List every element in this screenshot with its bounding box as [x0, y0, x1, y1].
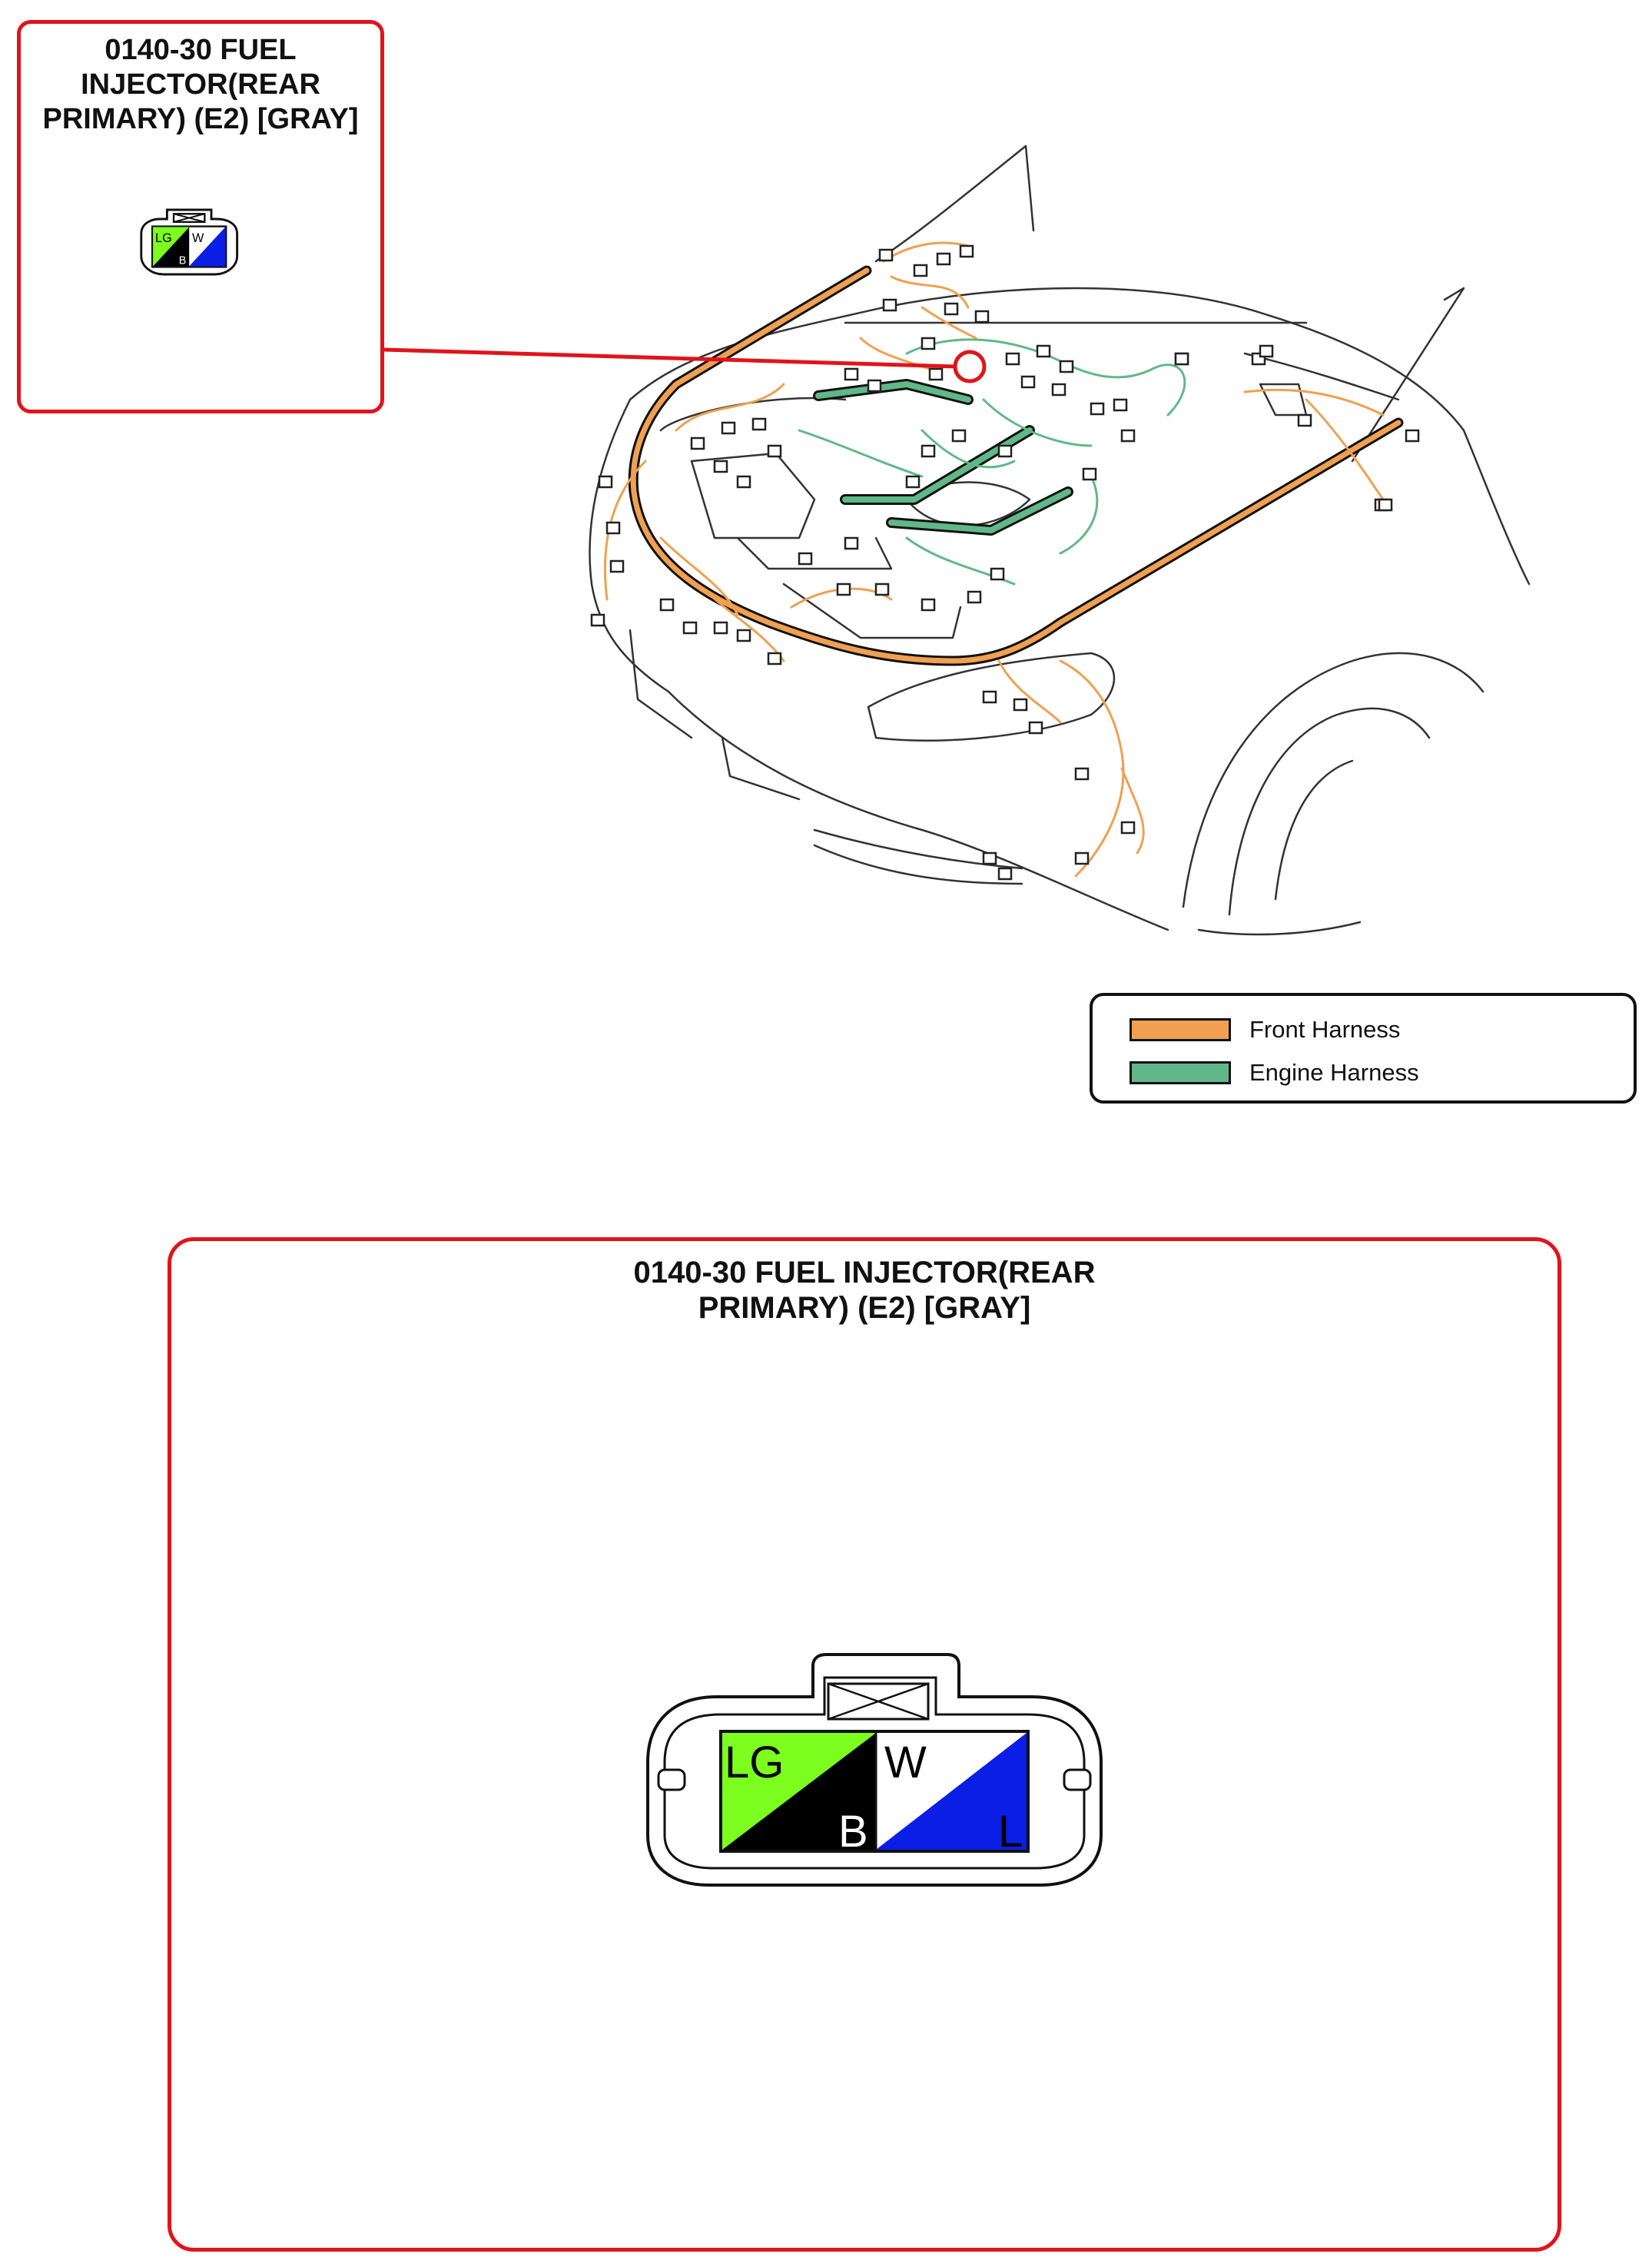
- pin-1-top-label: LG: [725, 1738, 785, 1787]
- front-harness: [605, 243, 1398, 876]
- pin-2-top-label: W: [884, 1738, 927, 1787]
- detail-title-text: 0140-30 FUEL INJECTOR(REAR PRIMARY) (E2) [GRAY]: [633, 1256, 1096, 1325]
- inset-title: 0140-30 FUEL INJECTOR(REAR PRIMARY) (E2) [GRAY]: [42, 34, 359, 135]
- connector-markers: [592, 246, 1418, 879]
- inset-pin-w-label: W: [192, 231, 204, 245]
- engine-harness-swatch: [1130, 1061, 1231, 1084]
- legend-item-front-harness: [1130, 1014, 1400, 1045]
- pin-1-bottom-label: B: [838, 1807, 868, 1857]
- detail-connector-diagram: [171, 1241, 1565, 2255]
- connector-highlight-circle: [955, 352, 984, 381]
- inset-pin-b-label: B: [178, 254, 187, 267]
- pin-2-bottom-label: L: [998, 1807, 1023, 1857]
- inset-connector-icon: [21, 24, 388, 417]
- legend: [1090, 993, 1637, 1104]
- callout-line: [384, 350, 956, 367]
- inset-pin-lg-label: LG: [155, 231, 172, 245]
- front-harness-swatch: [1130, 1018, 1231, 1041]
- legend-label-front-harness: Front Harness: [1249, 1016, 1401, 1043]
- detail-panel: [168, 1237, 1561, 2252]
- inset-panel: [17, 20, 384, 413]
- legend-label-engine-harness: Engine Harness: [1249, 1059, 1419, 1086]
- legend-item-engine-harness: [1130, 1057, 1419, 1088]
